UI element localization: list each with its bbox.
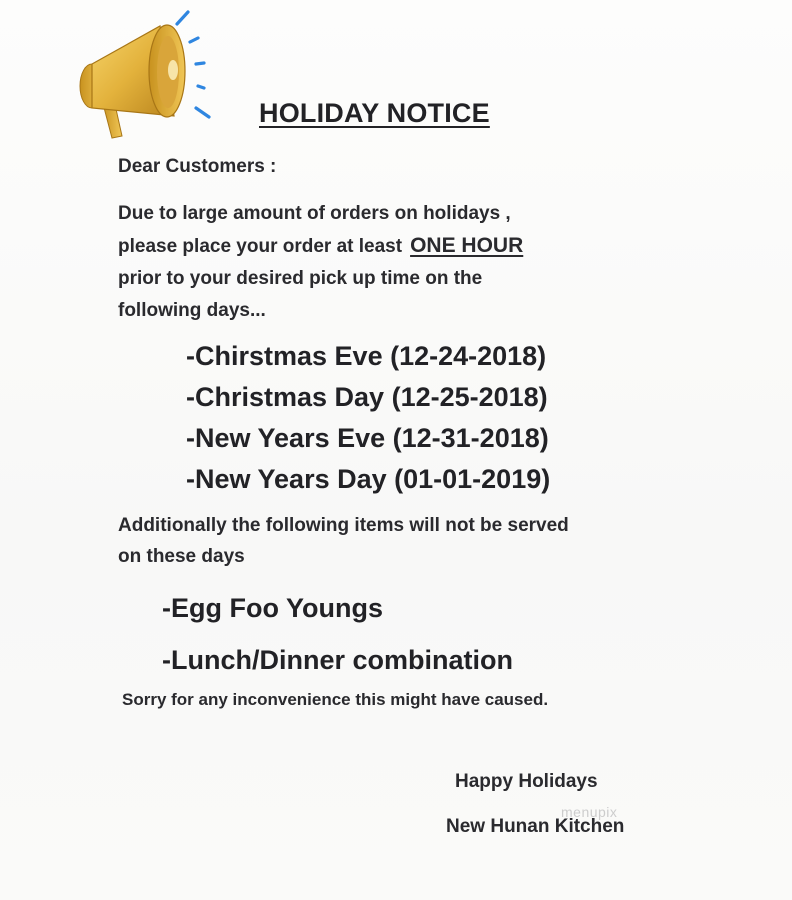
signature: New Hunan Kitchen [446,816,625,837]
watermark: menupix [561,804,618,820]
unavailable-item: -Lunch/Dinner combination [162,645,513,675]
additional-paragraph [118,510,569,572]
additional-line: Additionally the following items will not be served [118,515,569,536]
megaphone-icon [74,8,224,143]
unavailable-items-list [162,582,513,686]
holiday-date-item: -New Years Eve (12-31-2018) [186,423,549,453]
apology-text: Sorry for any inconvenience this might have caused. [122,690,549,709]
intro-line-text: please place your order at least [118,236,403,257]
intro-line: following days... [118,300,266,321]
intro-paragraph [118,198,523,327]
closing-text: Happy Holidays [455,771,598,792]
notice-title: HOLIDAY NOTICE [259,98,490,128]
holiday-date-list [186,336,550,500]
unavailable-item: -Egg Foo Youngs [162,593,383,623]
additional-line: on these days [118,546,245,567]
intro-line [118,230,523,263]
intro-line: Due to large amount of orders on holidays , [118,203,511,224]
holiday-date-item: -Chirstmas Eve (12-24-2018) [186,341,547,371]
holiday-date-item: -New Years Day (01-01-2019) [186,464,551,494]
intro-line: prior to your desired pick up time on the [118,268,483,289]
holiday-date-item: -Christmas Day (12-25-2018) [186,382,548,412]
greeting: Dear Customers : [118,156,277,177]
one-hour-highlight: ONE HOUR [410,234,524,257]
